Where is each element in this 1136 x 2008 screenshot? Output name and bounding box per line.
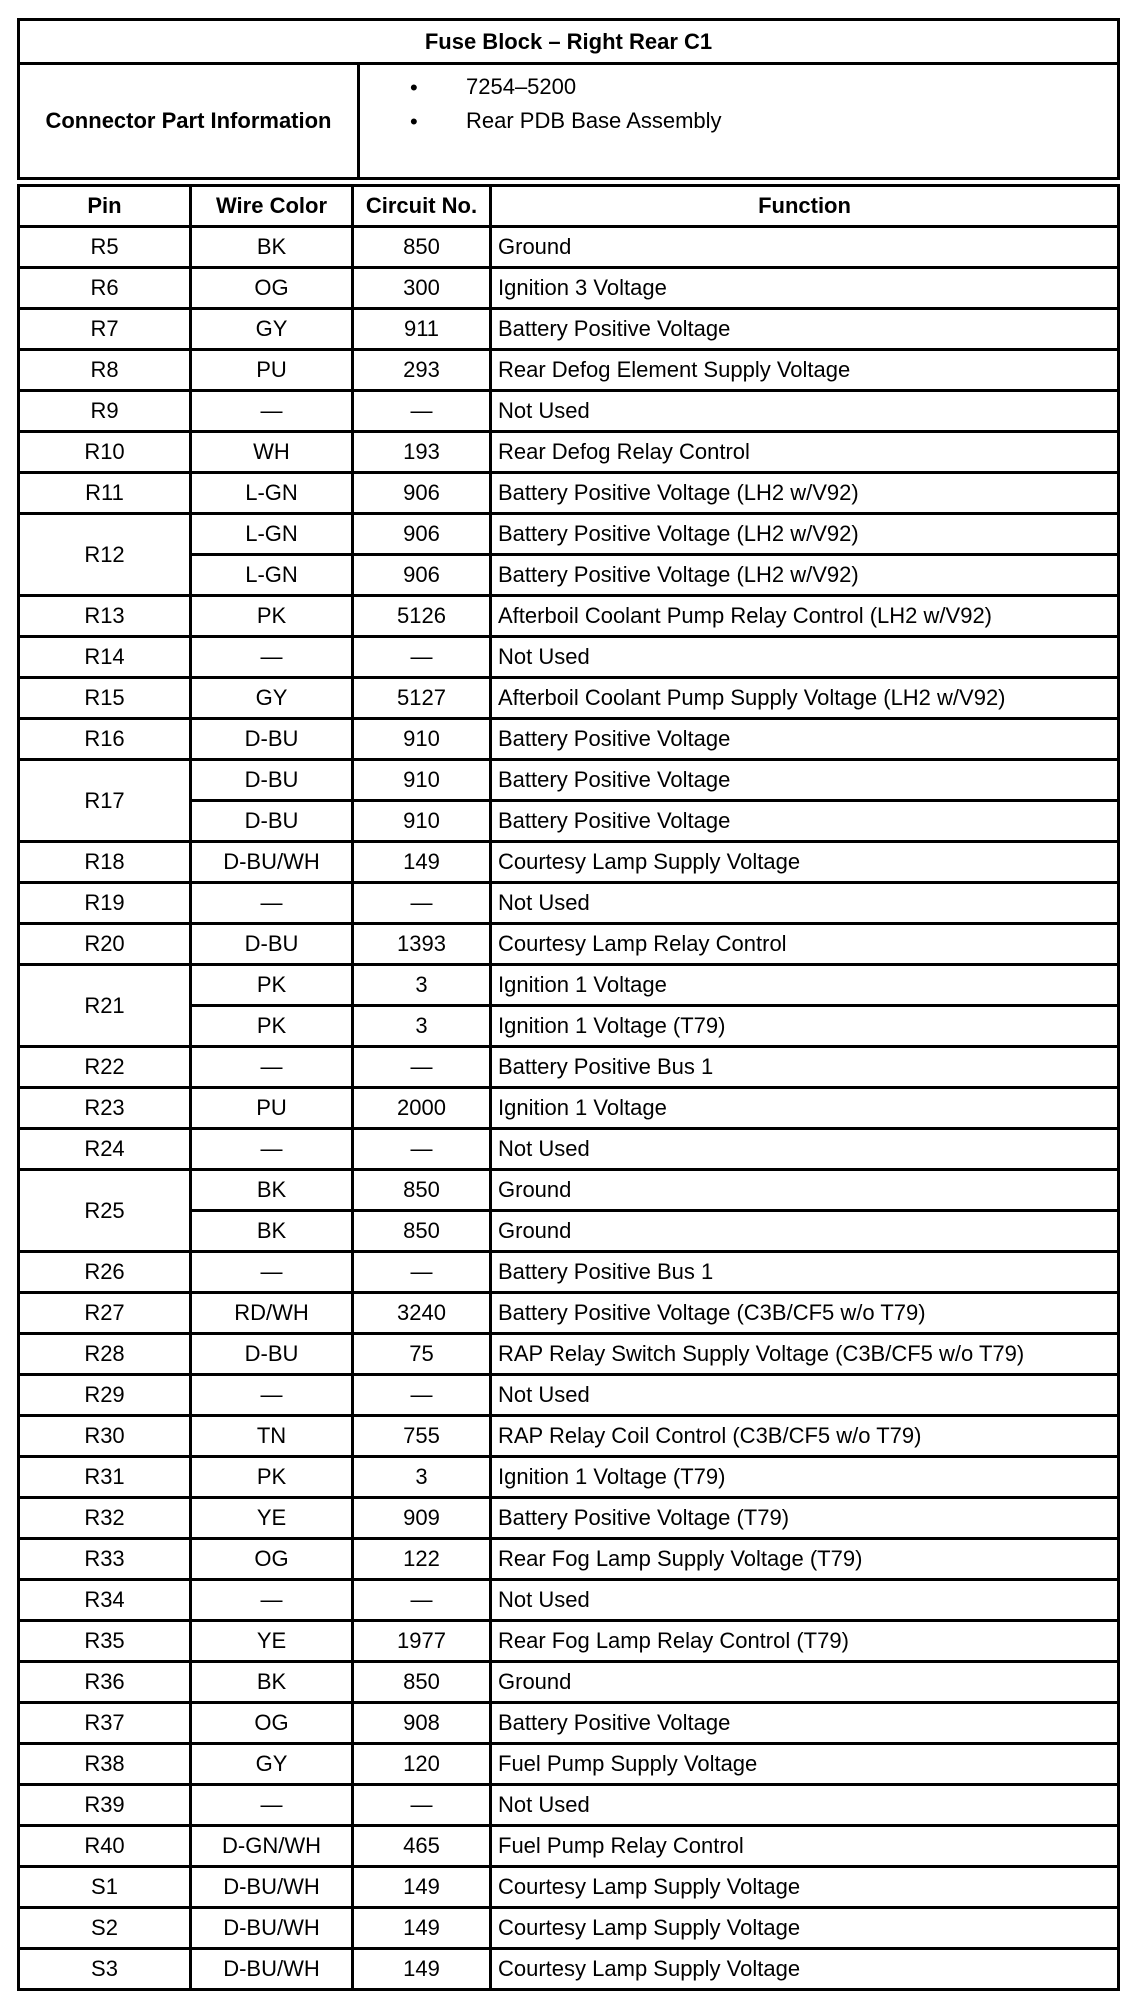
connector-assembly-name: • Rear PDB Base Assembly	[410, 108, 722, 134]
pin-cell: R35	[19, 1621, 191, 1662]
wire-color-cell: OG	[191, 1703, 353, 1744]
pin-cell: R22	[19, 1047, 191, 1088]
connector-part-number: • 7254–5200	[410, 74, 577, 100]
wire-color-cell: PU	[191, 1088, 353, 1129]
circuit-cell: 122	[353, 1539, 491, 1580]
wire-color-cell: D-BU/WH	[191, 1949, 353, 1990]
table-row	[19, 432, 1119, 473]
function-cell: Battery Positive Voltage (LH2 w/V92)	[491, 514, 1119, 555]
function-cell: Ignition 1 Voltage (T79)	[491, 1006, 1119, 1047]
wire-color-cell: D-BU/WH	[191, 1908, 353, 1949]
circuit-cell: 149	[353, 1908, 491, 1949]
table-row	[19, 1498, 1119, 1539]
function-cell: Fuel Pump Supply Voltage	[491, 1744, 1119, 1785]
circuit-cell: 910	[353, 719, 491, 760]
circuit-cell: 293	[353, 350, 491, 391]
wire-color-cell: D-BU	[191, 719, 353, 760]
connector-info-label: Connector Part Information	[19, 64, 359, 179]
function-cell: Courtesy Lamp Supply Voltage	[491, 1867, 1119, 1908]
function-cell: Battery Positive Voltage	[491, 760, 1119, 801]
wire-color-cell: —	[191, 1785, 353, 1826]
wire-color-cell: —	[191, 1129, 353, 1170]
wire-color-cell: —	[191, 1252, 353, 1293]
pin-cell: S2	[19, 1908, 191, 1949]
circuit-cell: —	[353, 1580, 491, 1621]
table-row	[19, 309, 1119, 350]
table-row	[19, 350, 1119, 391]
function-cell: Ignition 3 Voltage	[491, 268, 1119, 309]
table-row	[19, 1867, 1119, 1908]
circuit-cell: 850	[353, 1170, 491, 1211]
function-cell: Not Used	[491, 637, 1119, 678]
function-cell: Not Used	[491, 1580, 1119, 1621]
wire-color-cell: L-GN	[191, 555, 353, 596]
wire-color-cell: PK	[191, 965, 353, 1006]
function-cell: RAP Relay Switch Supply Voltage (C3B/CF5 w/o T79)	[491, 1334, 1119, 1375]
pin-cell: R40	[19, 1826, 191, 1867]
circuit-cell: 850	[353, 227, 491, 268]
connector-info-row	[19, 64, 1119, 179]
pin-cell: R39	[19, 1785, 191, 1826]
table-row	[19, 1334, 1119, 1375]
pin-cell: S1	[19, 1867, 191, 1908]
wire-color-cell: —	[191, 391, 353, 432]
pin-cell: R28	[19, 1334, 191, 1375]
pinout-body	[19, 227, 1119, 1990]
wire-color-cell: BK	[191, 1211, 353, 1252]
pin-cell: R30	[19, 1416, 191, 1457]
pin-cell: R8	[19, 350, 191, 391]
function-cell: Ground	[491, 1662, 1119, 1703]
pin-cell: R31	[19, 1457, 191, 1498]
wire-color-cell: —	[191, 883, 353, 924]
table-row	[19, 1293, 1119, 1334]
pin-cell: R12	[19, 514, 191, 596]
table-row	[19, 760, 1119, 801]
circuit-cell: 75	[353, 1334, 491, 1375]
circuit-cell: 906	[353, 514, 491, 555]
circuit-cell: 300	[353, 268, 491, 309]
wire-color-cell: GY	[191, 1744, 353, 1785]
wire-color-cell: BK	[191, 1662, 353, 1703]
table-row	[19, 1375, 1119, 1416]
pin-cell: R7	[19, 309, 191, 350]
table-row	[19, 637, 1119, 678]
pin-cell: R21	[19, 965, 191, 1047]
pin-cell: R20	[19, 924, 191, 965]
function-cell: Rear Fog Lamp Relay Control (T79)	[491, 1621, 1119, 1662]
circuit-cell: —	[353, 1375, 491, 1416]
table-row	[19, 596, 1119, 637]
circuit-cell: —	[353, 1785, 491, 1826]
connector-info-values	[359, 64, 1119, 179]
function-cell: Not Used	[491, 1785, 1119, 1826]
function-cell: Battery Positive Voltage	[491, 719, 1119, 760]
wire-color-cell: RD/WH	[191, 1293, 353, 1334]
circuit-cell: —	[353, 883, 491, 924]
circuit-cell: 3	[353, 1006, 491, 1047]
table-row	[19, 227, 1119, 268]
function-cell: Ground	[491, 1170, 1119, 1211]
wire-color-cell: OG	[191, 1539, 353, 1580]
circuit-cell: 149	[353, 1867, 491, 1908]
pin-cell: R17	[19, 760, 191, 842]
table-row	[19, 1088, 1119, 1129]
function-cell: Rear Fog Lamp Supply Voltage (T79)	[491, 1539, 1119, 1580]
function-cell: Battery Positive Bus 1	[491, 1252, 1119, 1293]
function-cell: Ignition 1 Voltage	[491, 965, 1119, 1006]
circuit-cell: 3240	[353, 1293, 491, 1334]
pin-cell: R5	[19, 227, 191, 268]
circuit-cell: 149	[353, 1949, 491, 1990]
circuit-cell: 910	[353, 801, 491, 842]
function-cell: Courtesy Lamp Relay Control	[491, 924, 1119, 965]
wire-color-cell: PK	[191, 1457, 353, 1498]
function-cell: Not Used	[491, 1129, 1119, 1170]
circuit-cell: 910	[353, 760, 491, 801]
table-row	[19, 391, 1119, 432]
table-row	[19, 514, 1119, 555]
header-wire-color: Wire Color	[191, 186, 353, 227]
function-cell: Ground	[491, 227, 1119, 268]
pin-cell: R25	[19, 1170, 191, 1252]
circuit-cell: 3	[353, 1457, 491, 1498]
function-cell: RAP Relay Coil Control (C3B/CF5 w/o T79)	[491, 1416, 1119, 1457]
circuit-cell: 1977	[353, 1621, 491, 1662]
wire-color-cell: TN	[191, 1416, 353, 1457]
table-row	[19, 1826, 1119, 1867]
table-row	[19, 1621, 1119, 1662]
table-row	[19, 1744, 1119, 1785]
wire-color-cell: D-GN/WH	[191, 1826, 353, 1867]
wire-color-cell: L-GN	[191, 473, 353, 514]
table-row	[19, 883, 1119, 924]
table-row	[19, 1908, 1119, 1949]
circuit-cell: 5127	[353, 678, 491, 719]
circuit-cell: 1393	[353, 924, 491, 965]
table-row	[19, 473, 1119, 514]
pin-cell: R23	[19, 1088, 191, 1129]
table-row	[19, 1252, 1119, 1293]
function-cell: Battery Positive Voltage	[491, 1703, 1119, 1744]
function-cell: Rear Defog Element Supply Voltage	[491, 350, 1119, 391]
circuit-cell: 908	[353, 1703, 491, 1744]
circuit-cell: 2000	[353, 1088, 491, 1129]
table-row	[19, 924, 1119, 965]
function-cell: Not Used	[491, 1375, 1119, 1416]
table-row	[19, 1416, 1119, 1457]
pin-cell: R16	[19, 719, 191, 760]
table-row	[19, 1662, 1119, 1703]
bullet-icon: •	[410, 75, 418, 100]
function-cell: Courtesy Lamp Supply Voltage	[491, 842, 1119, 883]
wire-color-cell: D-BU	[191, 1334, 353, 1375]
wire-color-cell: D-BU	[191, 801, 353, 842]
pin-cell: R6	[19, 268, 191, 309]
function-cell: Battery Positive Voltage	[491, 309, 1119, 350]
circuit-cell: 906	[353, 473, 491, 514]
table-row	[19, 842, 1119, 883]
pin-cell: R18	[19, 842, 191, 883]
table-row	[19, 1129, 1119, 1170]
wire-color-cell: D-BU	[191, 924, 353, 965]
pin-cell: R29	[19, 1375, 191, 1416]
table-row	[19, 1047, 1119, 1088]
circuit-cell: —	[353, 1047, 491, 1088]
pin-cell: R14	[19, 637, 191, 678]
function-cell: Battery Positive Voltage (LH2 w/V92)	[491, 473, 1119, 514]
wire-color-cell: BK	[191, 227, 353, 268]
pin-cell: R36	[19, 1662, 191, 1703]
bullet-icon: •	[410, 109, 418, 134]
pinout-sheet	[17, 18, 1117, 1991]
table-row	[19, 1539, 1119, 1580]
wire-color-cell: BK	[191, 1170, 353, 1211]
circuit-cell: —	[353, 637, 491, 678]
wire-color-cell: —	[191, 1580, 353, 1621]
circuit-cell: —	[353, 1129, 491, 1170]
pin-cell: R10	[19, 432, 191, 473]
header-pin: Pin	[19, 186, 191, 227]
function-cell: Battery Positive Bus 1	[491, 1047, 1119, 1088]
circuit-cell: 909	[353, 1498, 491, 1539]
pin-cell: R19	[19, 883, 191, 924]
function-cell: Courtesy Lamp Supply Voltage	[491, 1908, 1119, 1949]
function-cell: Ignition 1 Voltage	[491, 1088, 1119, 1129]
pin-cell: R13	[19, 596, 191, 637]
table-row	[19, 1785, 1119, 1826]
wire-color-cell: —	[191, 1047, 353, 1088]
circuit-cell: 465	[353, 1826, 491, 1867]
table-row	[19, 965, 1119, 1006]
wire-color-cell: YE	[191, 1498, 353, 1539]
circuit-cell: 120	[353, 1744, 491, 1785]
circuit-cell: 149	[353, 842, 491, 883]
pin-cell: R34	[19, 1580, 191, 1621]
pin-cell: R11	[19, 473, 191, 514]
wire-color-cell: GY	[191, 678, 353, 719]
wire-color-cell: D-BU/WH	[191, 842, 353, 883]
circuit-cell: 850	[353, 1211, 491, 1252]
circuit-cell: 193	[353, 432, 491, 473]
connector-info-table	[17, 18, 1120, 180]
wire-color-cell: PK	[191, 596, 353, 637]
pin-cell: R27	[19, 1293, 191, 1334]
circuit-cell: —	[353, 1252, 491, 1293]
function-cell: Battery Positive Voltage (C3B/CF5 w/o T79)	[491, 1293, 1119, 1334]
pin-cell: R9	[19, 391, 191, 432]
function-cell: Battery Positive Voltage (LH2 w/V92)	[491, 555, 1119, 596]
circuit-cell: 911	[353, 309, 491, 350]
circuit-cell: 906	[353, 555, 491, 596]
wire-color-cell: —	[191, 637, 353, 678]
table-title: Fuse Block – Right Rear C1	[19, 20, 1119, 64]
wire-color-cell: D-BU/WH	[191, 1867, 353, 1908]
wire-color-cell: —	[191, 1375, 353, 1416]
function-cell: Ignition 1 Voltage (T79)	[491, 1457, 1119, 1498]
wire-color-cell: GY	[191, 309, 353, 350]
table-row	[19, 1703, 1119, 1744]
pin-cell: R24	[19, 1129, 191, 1170]
circuit-cell: 5126	[353, 596, 491, 637]
pin-cell: S3	[19, 1949, 191, 1990]
pinout-table	[17, 184, 1120, 1991]
table-row	[19, 1457, 1119, 1498]
table-row	[19, 719, 1119, 760]
wire-color-cell: WH	[191, 432, 353, 473]
function-cell: Afterboil Coolant Pump Supply Voltage (LH2 w/V92)	[491, 678, 1119, 719]
table-row	[19, 1170, 1119, 1211]
circuit-cell: 3	[353, 965, 491, 1006]
header-circuit-no: Circuit No.	[353, 186, 491, 227]
wire-color-cell: PK	[191, 1006, 353, 1047]
circuit-cell: 755	[353, 1416, 491, 1457]
function-cell: Battery Positive Voltage (T79)	[491, 1498, 1119, 1539]
table-row	[19, 678, 1119, 719]
pin-cell: R26	[19, 1252, 191, 1293]
function-cell: Afterboil Coolant Pump Relay Control (LH2 w/V92)	[491, 596, 1119, 637]
function-cell: Courtesy Lamp Supply Voltage	[491, 1949, 1119, 1990]
function-cell: Fuel Pump Relay Control	[491, 1826, 1119, 1867]
wire-color-cell: D-BU	[191, 760, 353, 801]
table-row	[19, 268, 1119, 309]
pin-cell: R32	[19, 1498, 191, 1539]
table-row	[19, 1580, 1119, 1621]
wire-color-cell: L-GN	[191, 514, 353, 555]
function-cell: Not Used	[491, 391, 1119, 432]
header-function: Function	[491, 186, 1119, 227]
circuit-cell: 850	[353, 1662, 491, 1703]
pin-cell: R15	[19, 678, 191, 719]
function-cell: Battery Positive Voltage	[491, 801, 1119, 842]
wire-color-cell: PU	[191, 350, 353, 391]
function-cell: Rear Defog Relay Control	[491, 432, 1119, 473]
function-cell: Ground	[491, 1211, 1119, 1252]
pin-cell: R33	[19, 1539, 191, 1580]
title-row	[19, 20, 1119, 64]
column-header-row	[19, 186, 1119, 227]
wire-color-cell: YE	[191, 1621, 353, 1662]
circuit-cell: —	[353, 391, 491, 432]
pin-cell: R38	[19, 1744, 191, 1785]
wire-color-cell: OG	[191, 268, 353, 309]
function-cell: Not Used	[491, 883, 1119, 924]
table-row	[19, 1949, 1119, 1990]
pin-cell: R37	[19, 1703, 191, 1744]
